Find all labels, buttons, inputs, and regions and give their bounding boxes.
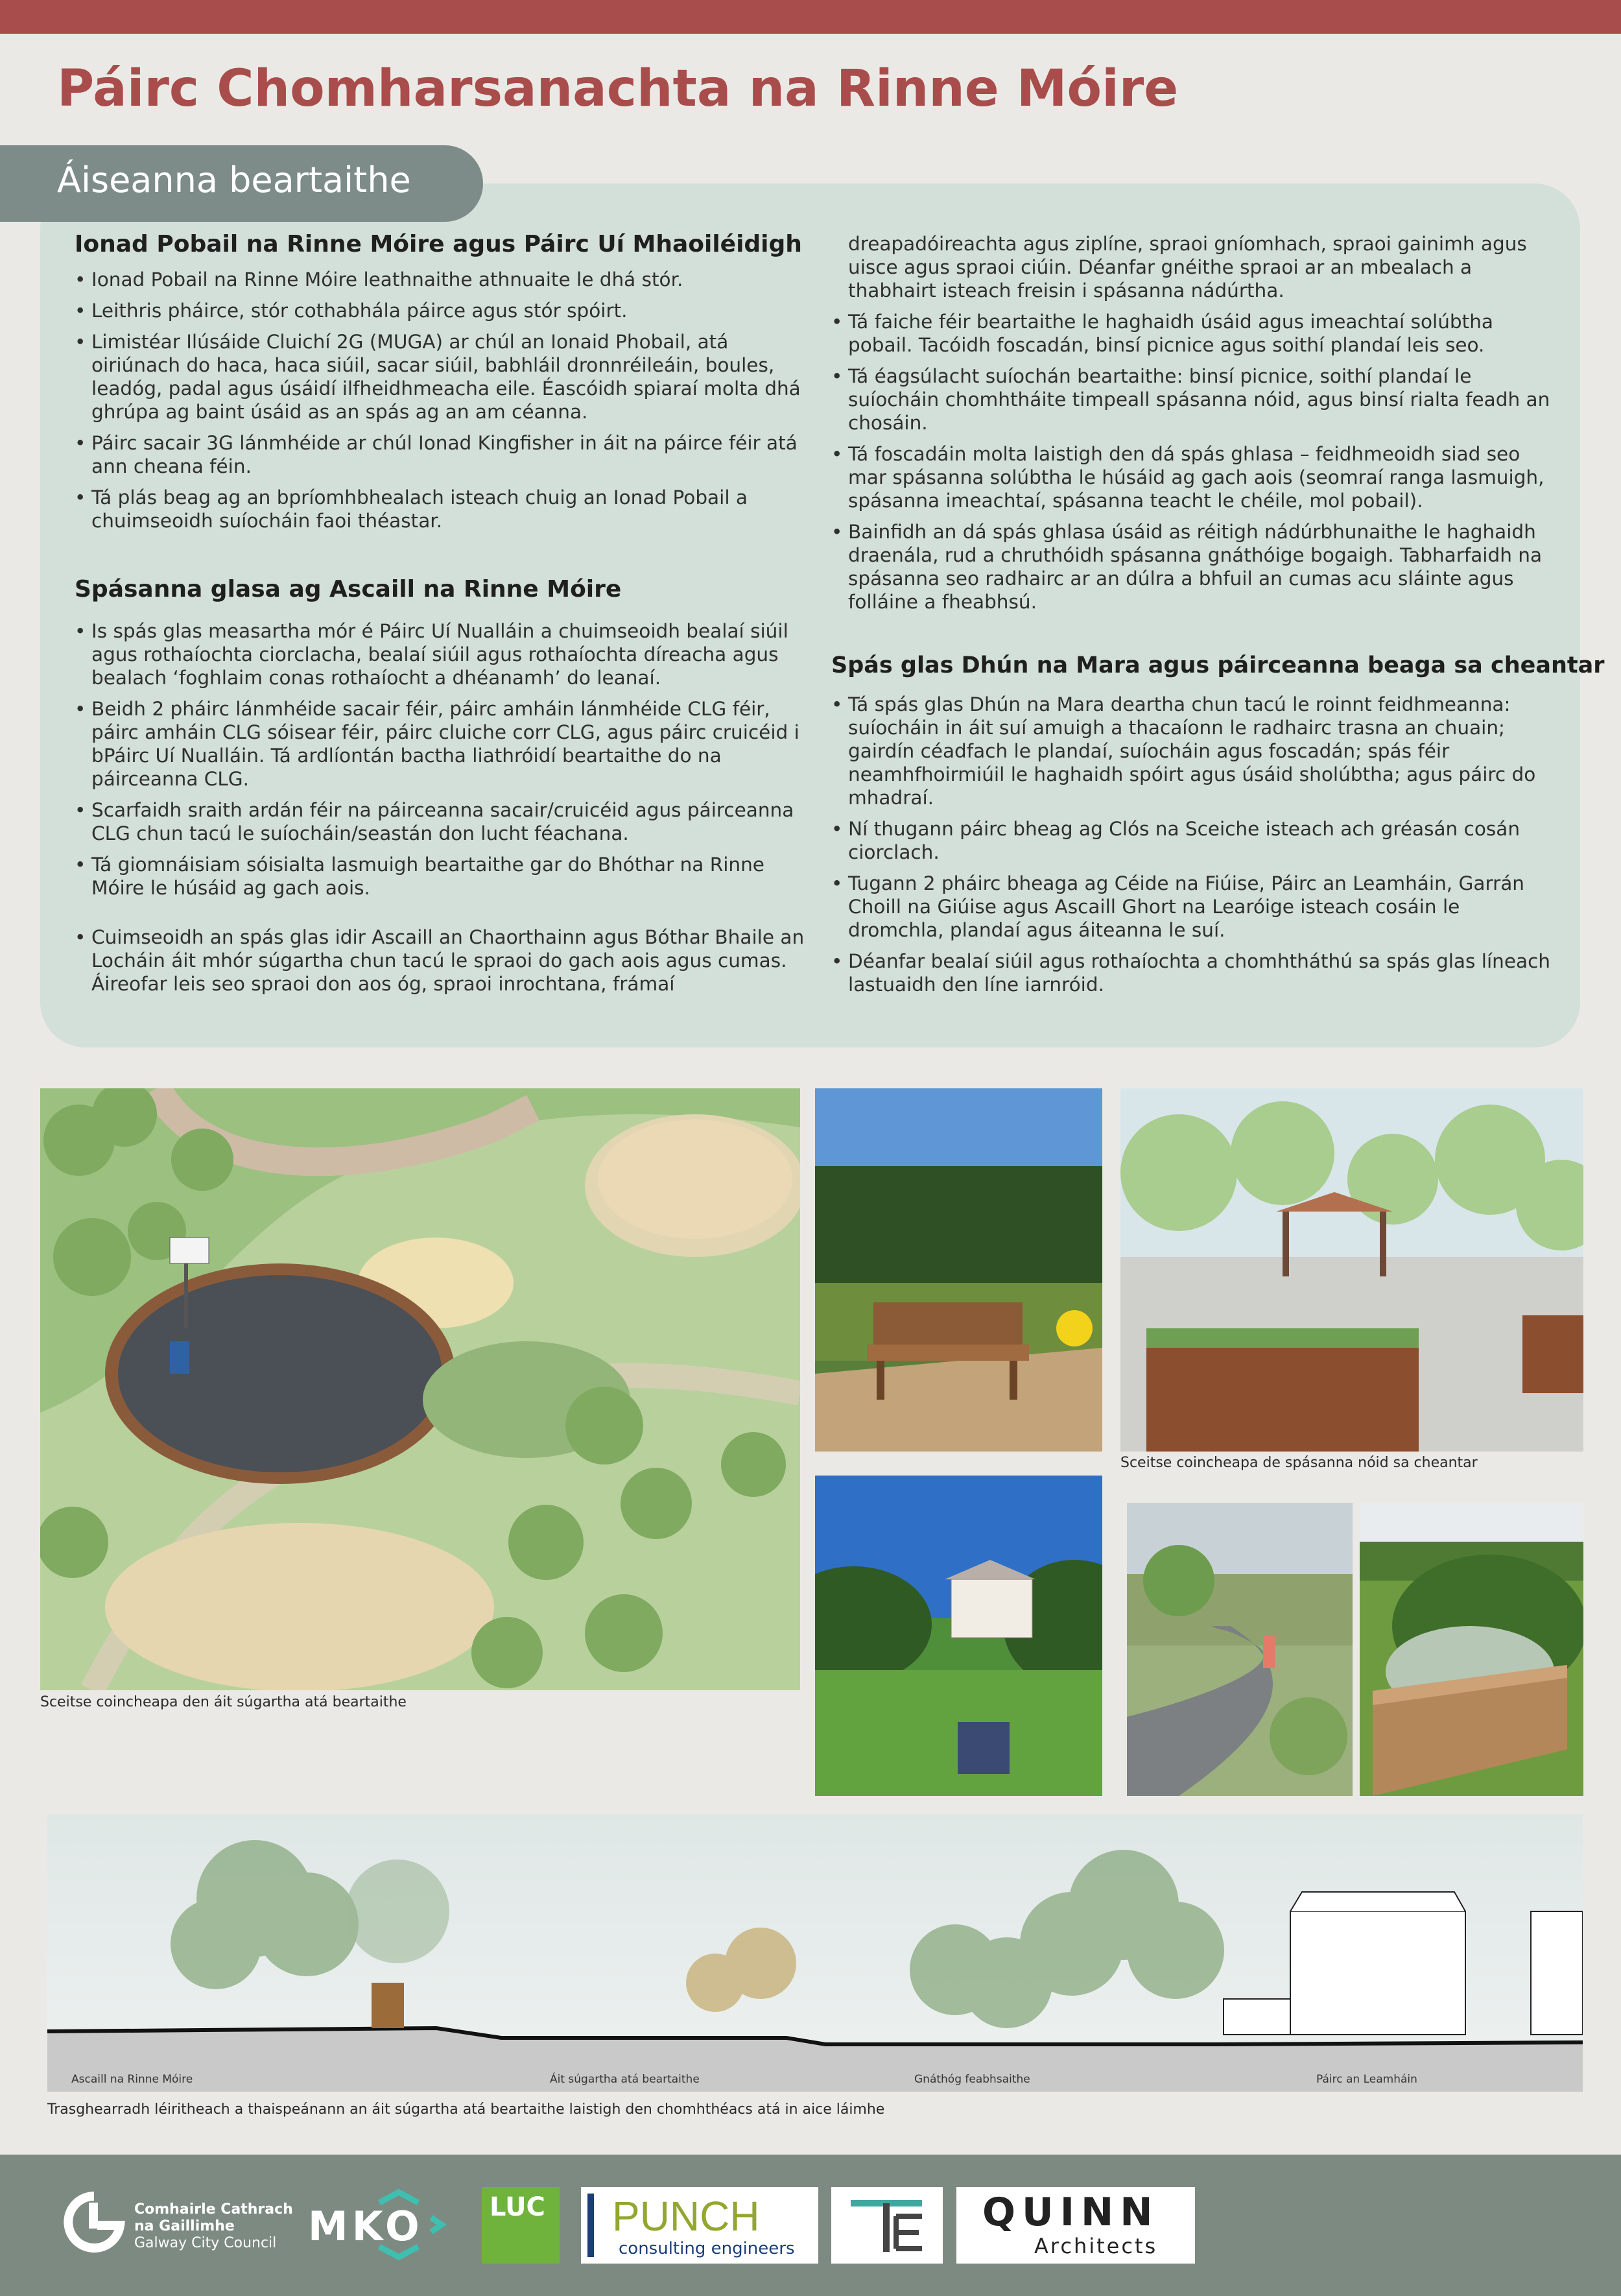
list-item: • Tá plás beag ag an bpríomhbhealach isteach chuig an Ionad Pobail a chuimseoidh suíocháin faoi théastar. bbox=[75, 486, 810, 532]
bandstand-photo bbox=[815, 1476, 1102, 1796]
text-column-right bbox=[831, 232, 1605, 1004]
list-item: • Tá éagsúlacht suíochán beartaithe: binsí picnice, soithí plandaí le suíocháin chomhtháite timpeall spásanna nóid, agus binsí rialta feadh an chosáin. bbox=[831, 365, 1559, 435]
list-item: • Ní thugann páirc bheag ag Clós na Sceiche isteach ach gréasán cosán ciorclach. bbox=[831, 817, 1559, 864]
list-item: • Tá giomnáisiam sóisialta lasmuigh beartaithe gar do Bhóthar na Rinne Móire le húsáid ag gach aois. bbox=[75, 853, 810, 900]
footer-logo-bar bbox=[0, 2155, 1621, 2296]
council-name-line3: Galway City Council bbox=[134, 2235, 277, 2251]
cross-section-image bbox=[47, 1814, 1583, 2092]
heading-community-centre: Ionad Pobail na Rinne Móire agus Páirc Uí Mhaoiléidigh bbox=[75, 231, 802, 257]
heading-dun-na-mara: Spás glas Dhún na Mara agus páirceanna beaga sa cheantar bbox=[831, 652, 1605, 678]
list-item: • Bainfidh an dá spás ghlasa úsáid as réitigh nádúrbhunaithe le haghaidh draenála, rud a chruthóidh spásanna gnáthóige bogaigh. Tabharfaidh na spásanna seo radhairc ar an dúlra a bhfuil an cumas acu sláinte agus folláine a fheabhsú. bbox=[831, 520, 1559, 614]
section-label-3: Gnáthóg feabhsaithe bbox=[914, 2073, 1030, 2086]
list-item: • Is spás glas measartha mór é Páirc Uí Nualláin a chuimseoidh bealaí siúil agus rothaíochta ciorclacha, bealaí siúil agus rothaíochta díreacha agus bealach ‘foghlaim conas rothaíocht a dhéanamh’ do leanaí. bbox=[75, 619, 810, 689]
list-item: • Tá spás glas Dhún na Mara deartha chun tacú le roinnt feidhmeanna: suíocháin in áit suí amuigh a thacaíonn le radhairc trasna an chuain; gairdín céadfach le plandaí, suíocháin agus foscadán; spás féir neamhfhoirmiúil le haghaidh spóirt agus úsáid sholúbtha; agus páirc do mhadraí. bbox=[831, 693, 1559, 809]
node-space-sketch-image bbox=[1120, 1088, 1583, 1452]
list-item: • Tá faiche féir beartaithe le haghaidh úsáid agus imeachtaí solúbtha pobail. Tacóidh foscadán, binsí picnice agus soithí plandaí leis seo. bbox=[831, 310, 1559, 357]
section-tab-label: Áiseanna beartaithe bbox=[57, 160, 411, 200]
list-item: • Cuimseoidh an spás glas idir Ascaill an Chaorthainn agus Bóthar Bhaile an Locháin áit mhór súgartha chun tacú le spraoi do gach aois agus cumas. Áireofar leis seo spraoi don aos óg, spraoi inrochtana, frámaí bbox=[75, 926, 810, 996]
list-flexible-spaces bbox=[831, 310, 1559, 614]
mko-wordmark: MKO bbox=[308, 2203, 423, 2250]
section-label-4: Páirc an Leamháin bbox=[1316, 2073, 1417, 2086]
section-label-2: Áit súgartha atá beartaithe bbox=[550, 2073, 700, 2086]
caption-node-spaces: Sceitse coincheapa de spásanna nóid sa cheantar bbox=[1120, 1455, 1478, 1471]
list-item: • Páirc sacair 3G lánmhéide ar chúl Ionad Kingfisher in áit na páirce féir atá ann cheana féin. bbox=[75, 431, 810, 478]
te-monogram-icon bbox=[831, 2187, 943, 2264]
luc-logo bbox=[482, 2187, 560, 2264]
punch-subtitle: consulting engineers bbox=[619, 2239, 795, 2258]
list-community-centre bbox=[75, 268, 810, 532]
bench-photo bbox=[815, 1088, 1102, 1452]
punch-wordmark: PUNCH bbox=[612, 2193, 760, 2240]
playground-sketch-image bbox=[40, 1088, 800, 1690]
heading-green-spaces: Spásanna glasa ag Ascaill na Rinne Móire bbox=[75, 576, 622, 603]
path-photo-illustration bbox=[1127, 1503, 1353, 1796]
council-name-line2: na Gaillimhe bbox=[134, 2218, 235, 2234]
text-column-left bbox=[75, 230, 810, 1003]
list-green-spaces bbox=[75, 619, 810, 996]
path-photo bbox=[1127, 1503, 1353, 1796]
council-emblem-icon bbox=[62, 2190, 126, 2261]
cross-section-illustration bbox=[47, 1814, 1583, 2092]
node-space-sketch-illustration bbox=[1120, 1088, 1583, 1452]
playground-sketch-illustration bbox=[40, 1088, 800, 1690]
punch-bar bbox=[587, 2194, 594, 2257]
section-tab bbox=[0, 145, 483, 222]
raised-bed-photo bbox=[1360, 1503, 1583, 1796]
caption-cross-section: Trasghearradh léiritheach a thaispeánann an áit súgartha atá beartaithe laistigh den chomhthéacs atá in aice láimhe bbox=[47, 2101, 885, 2118]
list-item: • Beidh 2 pháirc lánmhéide sacair féir, páirc amháin lánmhéide CLG féir, páirc amháin CLG sóisear féir, páirc cluiche corr CLG, agus páirc cruicéid i bPáirc Uí Nualláin. Tá ardlíontán bactha liathróidí beartaithe do na páirceanna CLG. bbox=[75, 697, 810, 791]
list-item: • Déanfar bealaí siúil agus rothaíochta a chomhtháthú sa spás glas líneach lastuaidh den líne iarnróid. bbox=[831, 950, 1559, 996]
list-item: • Tugann 2 pháirc bheaga ag Céide na Fiúise, Páirc an Leamháin, Garrán Choill na Giúise agus Ascaill Ghort na Learóige isteach cosáin le dromchla, plandaí agus áiteanna le suí. bbox=[831, 872, 1559, 942]
section-label-1: Ascaill na Rinne Móire bbox=[71, 2073, 193, 2086]
list-item: • Limistéar Ilúsáide Cluichí 2G (MUGA) ar chúl an Ionaid Phobail, atá oiriúnach do haca, haca siúil, sacar siúil, babhláil dronnréileáin, boules, leadóg, padal agus úsáidí ilfheidhmeacha eile. Éascóidh spiaraí molta dhá ghrúpa ag baint úsáid as an spás ag an am céanna. bbox=[75, 330, 810, 424]
quinn-subtitle: Architects bbox=[1034, 2234, 1158, 2258]
list-dun-na-mara bbox=[831, 693, 1559, 996]
bench-photo-illustration bbox=[815, 1088, 1102, 1452]
raised-bed-photo-illustration bbox=[1360, 1503, 1583, 1796]
page-title: Páirc Chomharsanachta na Rinne Móire bbox=[57, 60, 1179, 118]
continued-paragraph: dreapadóireachta agus ziplíne, spraoi gníomhach, spraoi gainimh agus uisce agus spraoi ciúin. Déanfar gnéithe spraoi ar an mbealach a thabhairt isteach freisin i spásanna nádúrtha. bbox=[848, 233, 1527, 302]
quinn-wordmark: QUINN bbox=[982, 2190, 1159, 2235]
te-logo bbox=[831, 2187, 943, 2264]
luc-wordmark: LUC bbox=[490, 2192, 545, 2222]
quinn-logo bbox=[956, 2187, 1195, 2264]
punch-logo bbox=[581, 2187, 818, 2264]
caption-playground: Sceitse coincheapa den áit súgartha atá beartaithe bbox=[40, 1694, 407, 1710]
top-accent-bar bbox=[0, 0, 1621, 34]
council-name-line1: Comhairle Cathrach bbox=[134, 2201, 293, 2218]
list-item: • Tá foscadáin molta laistigh den dá spás ghlasa – feidhmeoidh siad seo mar spásanna solúbtha le húsáid ag gach aois (seomraí ranga lasmuigh, spásanna imeachtaí, spásanna teacht le chéile, mol pobail). bbox=[831, 442, 1559, 512]
list-item: • Ionad Pobail na Rinne Móire leathnaithe athnuaite le dhá stór. bbox=[75, 268, 810, 291]
galway-council-logo bbox=[62, 2190, 293, 2261]
list-item: • Scarfaidh sraith ardán féir na páirceanna sacair/cruicéid agus páirceanna CLG chun tacú le suíocháin/seastán don lucht féachana. bbox=[75, 798, 810, 845]
bandstand-photo-illustration bbox=[815, 1476, 1102, 1796]
list-item: • Leithris pháirce, stór cothabhála páirce agus stór spóirt. bbox=[75, 299, 810, 322]
mko-logo bbox=[308, 2188, 457, 2261]
